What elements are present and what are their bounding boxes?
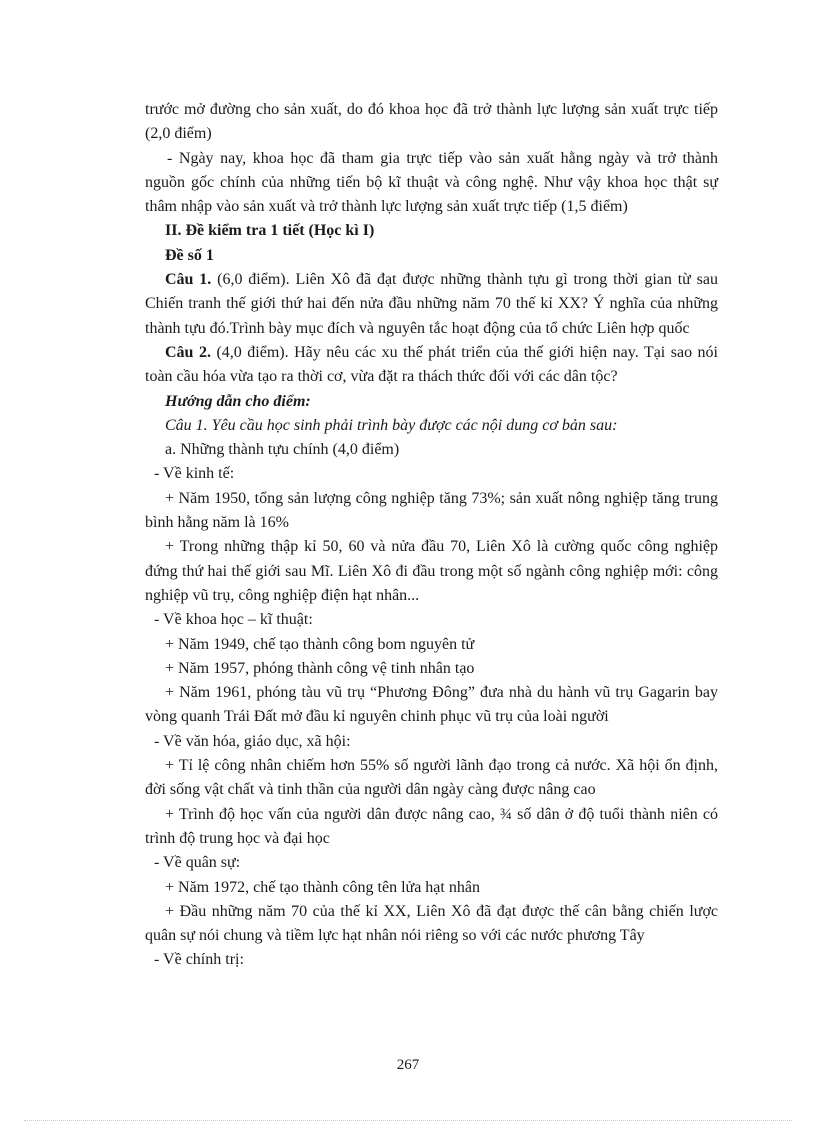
paragraph (145, 754, 718, 803)
paragraph (145, 341, 718, 390)
paragraph (145, 948, 718, 972)
bottom-divider (24, 1120, 792, 1121)
paragraph-text: + Năm 1957, phóng thành công vệ tinh nhân tạo (165, 659, 475, 677)
paragraph (145, 535, 718, 608)
paragraph-text: + Năm 1972, chế tạo thành công tên lửa hạt nhân (165, 878, 480, 896)
paragraph (145, 147, 718, 220)
paragraph-text: + Đầu những năm 70 của thế kỉ XX, Liên Xô đã đạt được thế cân bằng chiến lược quân sự nói chung và tiềm lực hạt nhân nói riêng so với các nước phương Tây (145, 902, 718, 945)
page-number: 267 (396, 1057, 420, 1073)
paragraph-text: Hướng dẫn cho điểm: (165, 392, 311, 410)
paragraph (145, 268, 718, 341)
paragraph (145, 803, 718, 852)
paragraph-text: - Về chính trị: (154, 951, 244, 969)
paragraph-text: a. Những thành tựu chính (4,0 điểm) (165, 441, 400, 459)
question-label: Câu 1. (165, 271, 212, 289)
paragraph-text: - Về quân sự: (154, 854, 241, 872)
paragraph-text: Đề số 1 (165, 246, 214, 264)
paragraph-text: (4,0 điểm). Hãy nêu các xu thế phát triển của thế giới hiện nay. Tại sao nói toàn cầu hóa vừa tạo ra thời cơ, vừa đặt ra thách thức đối với các dân tộc? (145, 343, 719, 386)
paragraph-text: + Năm 1950, tổng sản lượng công nghiệp tăng 73%; sản xuất nông nghiệp tăng trung bình hằng năm là 16% (145, 489, 718, 532)
paragraph (145, 900, 718, 949)
page-body (145, 98, 718, 973)
paragraph-text: + Năm 1949, chế tạo thành công bom nguyên tử (165, 635, 475, 653)
paragraph (145, 608, 718, 632)
paragraph-text: trước mở đường cho sản xuất, do đó khoa học đã trở thành lực lượng sản xuất trực tiếp (2,0 điểm) (145, 101, 718, 143)
paragraph (145, 219, 718, 243)
paragraph-text: - Về kinh tế: (154, 465, 235, 483)
paragraph (145, 633, 718, 657)
paragraph (145, 244, 718, 268)
paragraph (145, 462, 718, 486)
paragraph (145, 730, 718, 754)
paragraph (145, 390, 718, 414)
paragraph (145, 681, 718, 730)
paragraph (145, 851, 718, 875)
question-label: Câu 2. (165, 343, 211, 361)
paragraph-text: + Tỉ lệ công nhân chiếm hơn 55% số người lãnh đạo trong cả nước. Xã hội ổn định, đời sống vật chất và tinh thần của người dân ngày càng được nâng cao (145, 757, 718, 799)
paragraph-text: - Ngày nay, khoa học đã tham gia trực tiếp vào sản xuất hằng ngày và trở thành nguồn gốc chính của những tiến bộ kĩ thuật và công nghệ. Như vậy khoa học thật sự thâm nhập vào sản xuất và trở thành lực lượng sản xuất trực tiếp (1,5 điểm) (145, 149, 718, 216)
paragraph-text: Câu 1. Yêu cầu học sinh phải trình bày được các nội dung cơ bản sau: (165, 416, 618, 434)
paragraph-text: + Trong những thập kỉ 50, 60 và nửa đầu 70, Liên Xô là cường quốc công nghiệp đứng thứ hai thế giới sau Mĩ. Liên Xô đi đầu trong một số ngành công nghiệp mới: công nghiệp vũ trụ, công nghiệp điện hạt nhân... (145, 538, 718, 604)
paragraph (145, 438, 718, 462)
paragraph (145, 876, 718, 900)
paragraph-text: - Về văn hóa, giáo dục, xã hội: (154, 732, 351, 750)
paragraph (145, 414, 718, 438)
paragraph-text: - Về khoa học – kĩ thuật: (154, 611, 313, 629)
paragraph (145, 98, 718, 147)
paragraph-text: + Năm 1961, phóng tàu vũ trụ “Phương Đông” đưa nhà du hành vũ trụ Gagarin bay vòng quanh Trái Đất mở đầu kỉ nguyên chinh phục vũ trụ của loài người (145, 684, 718, 726)
paragraph (145, 657, 718, 681)
paragraph-text: II. Đề kiểm tra 1 tiết (Học kì I) (165, 222, 375, 240)
paragraph-text: + Trình độ học vấn của người dân được nâng cao, ¾ số dân ở độ tuổi thành niên có trình độ trung học và đại học (145, 805, 718, 847)
paragraph (145, 487, 718, 536)
paragraph-text: (6,0 điểm). Liên Xô đã đạt được những thành tựu gì trong thời gian từ sau Chiến tranh thế giới thứ hai đến nửa đầu những năm 70 thế kỉ XX? Ý nghĩa của những thành tựu đó.Trình bày mục đích và nguyên tắc hoạt động của tổ chức Liên hợp quốc (145, 271, 718, 337)
